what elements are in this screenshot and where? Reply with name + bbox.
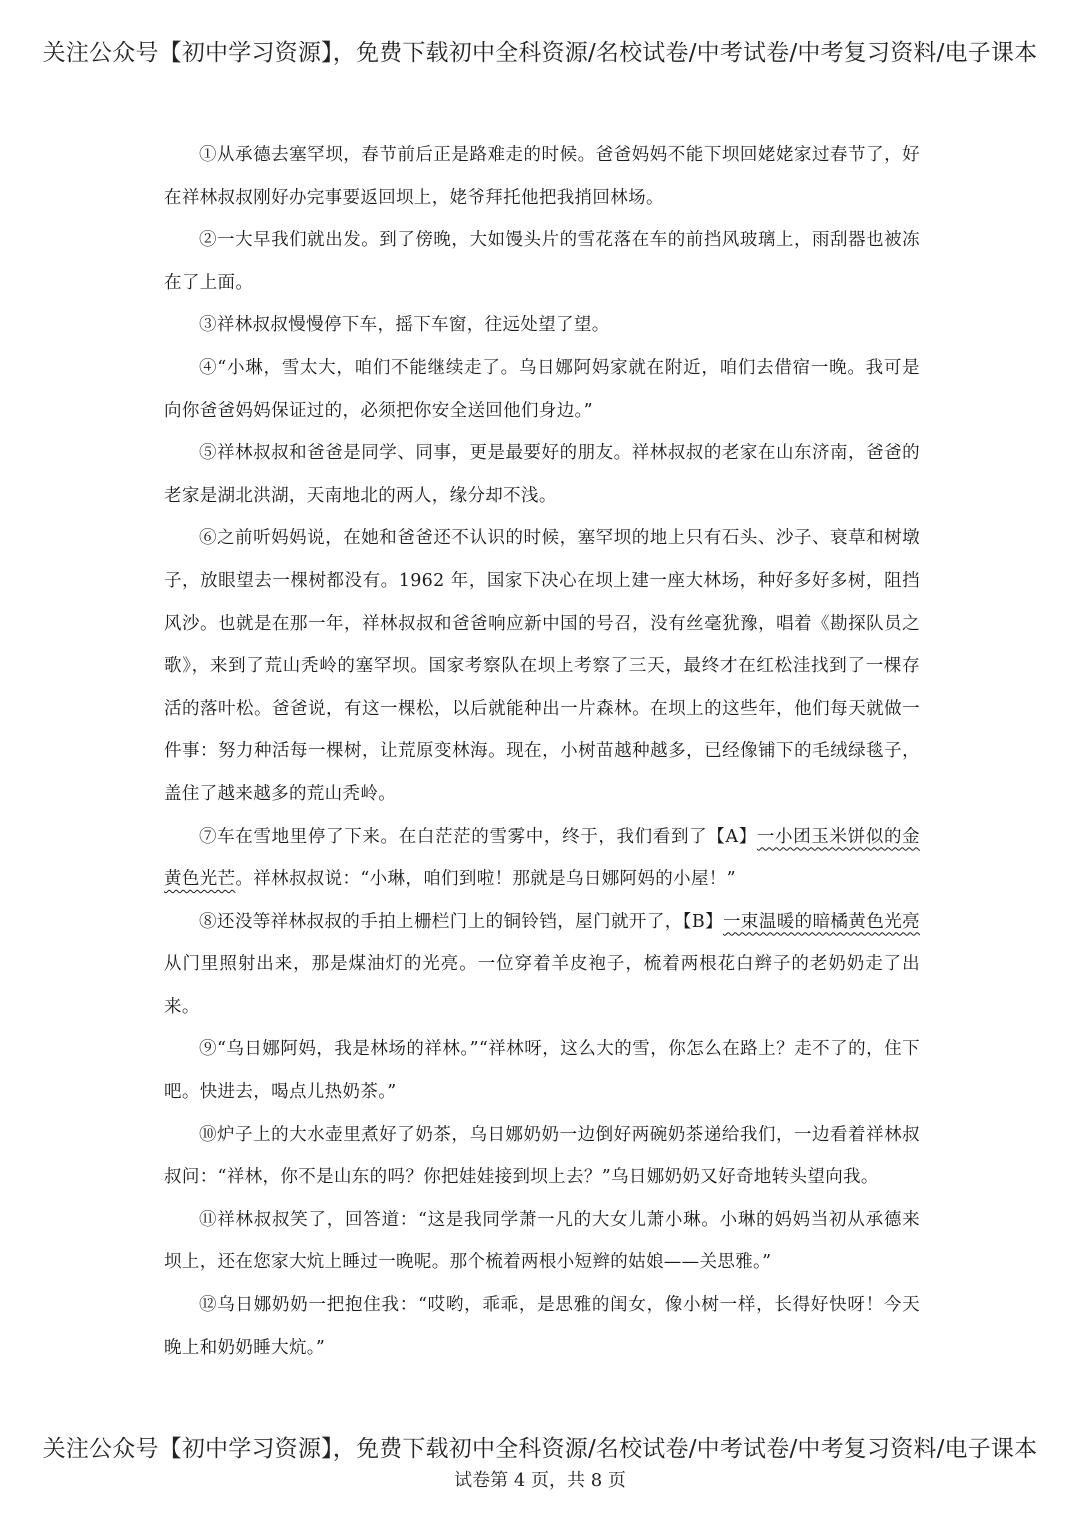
page-number: 试卷第 4 页，共 8 页 — [454, 1470, 626, 1491]
paragraph-5: ⑤祥林叔叔和爸爸是同学、同事，更是最要好的朋友。祥林叔叔的老家在山东济南，爸爸的老家是湖北洪湖，天南地北的两人，缘分却不浅。 — [164, 443, 920, 506]
paragraph-1: ①从承德去塞罕坝，春节前后正是路难走的时候。爸爸妈妈不能下坝回姥姥家过春节了，好在祥林叔叔刚好办完事要返回坝上，姥爷拜托他把我捎回林场。 — [164, 145, 920, 208]
paragraph-12: ⑫乌日娜奶奶一把抱住我：“哎哟，乖乖，是思雅的闺女，像小树一样，长得好快呀！今天晚上和奶奶睡大炕。” — [164, 1295, 920, 1358]
paragraph-7-text-after: 。祥林叔叔说：“小琳，咱们到啦！那就是乌日娜阿妈的小屋！” — [235, 869, 736, 890]
underlined-phrase-b: 一束温暖的暗橘黄色光亮 — [723, 911, 920, 932]
paragraph-8-text-after: 从门里照射出来，那是煤油灯的光亮。一位穿着羊皮袍子，梳着两根花白辫子的老奶奶走了出来。 — [164, 954, 920, 1017]
paragraph-7 — [164, 816, 920, 901]
paragraph-4: ④“小琳，雪太大，咱们不能继续走了。乌日娜阿妈家就在附近，咱们去借宿一晚。我可是向你爸爸妈妈保证过的，必须把你安全送回他们身边。” — [164, 357, 920, 421]
paragraph-3: ③祥林叔叔慢慢停下车，摇下车窗，往远处望了望。 — [199, 315, 610, 336]
paragraph-8-text-before: ⑧还没等祥林叔叔的手拍上栅栏门上的铜铃铛，屋门就开了，【B】 — [199, 911, 724, 932]
paragraph-7-text-before: ⑦车在雪地里停了下来。在白茫茫的雪雾中，终于，我们看到了【A】 — [199, 826, 757, 847]
paragraph-9: ⑨“乌日娜阿妈，我是林场的祥林。”“祥林呀，这么大的雪，你怎么在路上？走不了的，住下吧。快进去，喝点儿热奶茶。” — [164, 1039, 920, 1103]
paragraph-2: ②一大早我们就出发。到了傍晚，大如馒头片的雪花落在车的前挡风玻璃上，雨刮器也被冻在了上面。 — [164, 230, 920, 293]
paragraph-10: ⑩炉子上的大水壶里煮好了奶茶，乌日娜奶奶一边倒好两碗奶茶递给我们，一边看着祥林叔叔问：“祥林，你不是山东的吗？你把娃娃接到坝上去？”乌日娜奶奶又好奇地转头望向我。 — [164, 1124, 920, 1188]
promo-banner-bottom: 关注公众号【初中学习资源】，免费下载初中全科资源/名校试卷/中考试卷/中考复习资料/电子课本 — [42, 1436, 1038, 1462]
promo-banner-top: 关注公众号【初中学习资源】，免费下载初中全科资源/名校试卷/中考试卷/中考复习资料/电子课本 — [42, 40, 1038, 66]
reading-passage — [164, 134, 920, 1369]
paragraph-6: ⑥之前听妈妈说，在她和爸爸还不认识的时候，塞罕坝的地上只有石头、沙子、衰草和树墩子，放眼望去一棵树都没有。1962 年，国家下决心在坝上建一座大林场，种好多好多树，阻挡风沙。也就是在那一年，祥林叔叔和爸爸响应新中国的号召，没有丝毫犹豫，唱着《勘探队员之歌》，来到了荒山秃岭的塞罕坝。国家考察队在坝上考察了三天，最终才在红松洼找到了一棵存活的落叶松。爸爸说，有这一棵松，以后就能种出一片森林。在坝上的这些年，他们每天就做一件事：努力种活每一棵树，让荒原变林海。现在，小树苗越种越多，已经像铺下的毛绒绿毯子，盖住了越来越多的荒山秃岭。 — [164, 528, 920, 804]
paragraph-8 — [164, 901, 920, 1029]
underlined-phrase-a: 一小团玉米饼似的金黄色光芒 — [164, 826, 920, 890]
paragraph-11: ⑪祥林叔叔笑了，回答道：“这是我同学萧一凡的大女儿萧小琳。小琳的妈妈当初从承德来坝上，还在您家大炕上睡过一晚呢。那个梳着两根小短辫的姑娘——关思雅。” — [164, 1209, 920, 1273]
